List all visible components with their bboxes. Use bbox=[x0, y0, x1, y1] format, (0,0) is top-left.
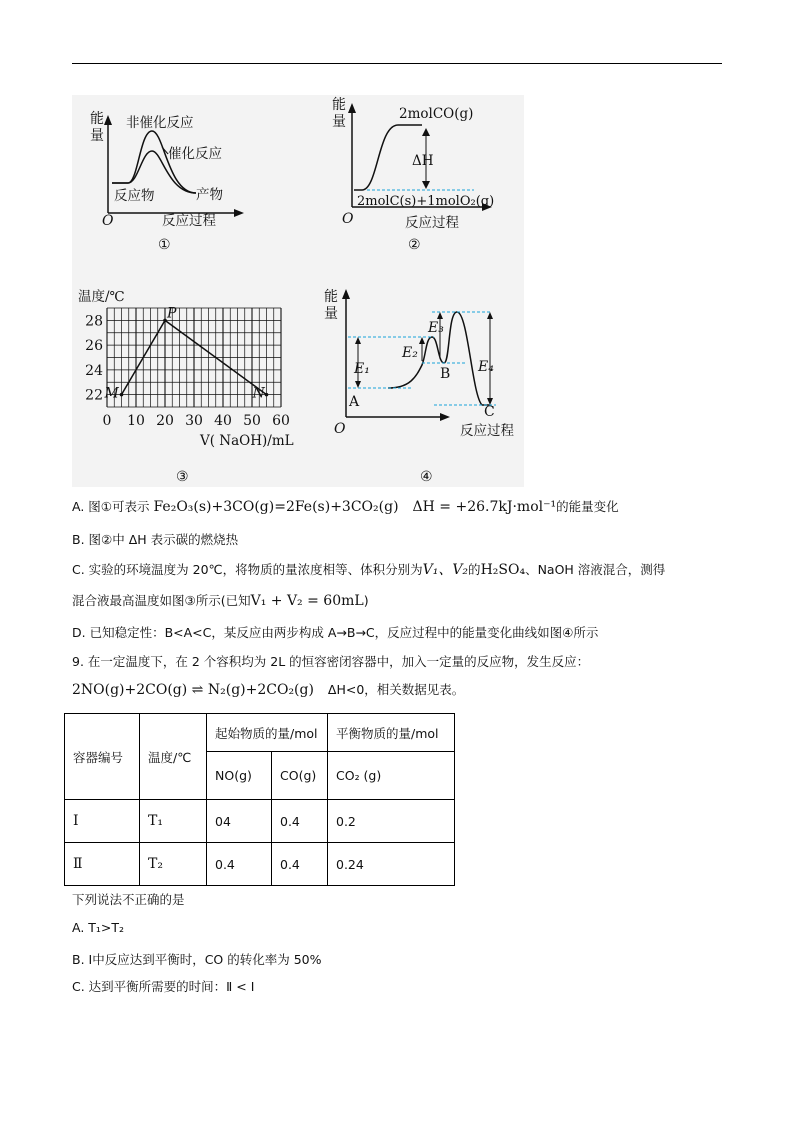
th-container: 容器编号 bbox=[65, 714, 140, 800]
fig2-top-label: 2molCO(g) bbox=[399, 106, 474, 122]
cell-no: 04 bbox=[207, 800, 272, 843]
cell-co: 0.4 bbox=[272, 800, 328, 843]
fig4-e3-label: E₃ bbox=[428, 320, 444, 336]
fig2-origin: O bbox=[342, 211, 354, 227]
data-table bbox=[64, 713, 455, 886]
option-a-prefix: A. 图①可表示 bbox=[72, 499, 150, 514]
fig4-e4-label: E₄ bbox=[478, 359, 494, 375]
option-c-volume-sum: V₁ + V₂ = 60mL bbox=[250, 593, 364, 609]
header-rule bbox=[72, 63, 722, 64]
fig3-y-tick-label: 24 bbox=[85, 362, 103, 379]
option-d: D. 已知稳定性：B<A<C，某反应由两步构成 A→B→C，反应过程中的能量变化曲线如图④所示 bbox=[72, 625, 599, 640]
fig4-e2-label: E₂ bbox=[402, 345, 418, 361]
answer-a: A. T₁>T₂ bbox=[72, 920, 125, 935]
fig1-xlabel: 反应过程 bbox=[162, 213, 216, 229]
fig4-ylabel-1: 能 bbox=[324, 289, 338, 305]
fig3-x-tick-label: 20 bbox=[156, 413, 174, 429]
option-a-enthalpy: ΔH = +26.7kJ·mol⁻¹ bbox=[412, 499, 557, 515]
fig2-ylabel-1: 能 bbox=[332, 97, 346, 113]
question-9-equation: 2NO(g)+2CO(g) ⇌ N₂(g)+2CO₂(g) bbox=[72, 682, 314, 698]
fig3-x-tick-label: 60 bbox=[272, 413, 290, 429]
answer-b: B. Ⅰ中反应达到平衡时，CO 的转化率为 50% bbox=[72, 952, 322, 967]
question-prompt: 下列说法不正确的是 bbox=[72, 892, 185, 907]
option-c-text-3: 、NaOH 溶液混合，测得 bbox=[525, 562, 666, 577]
cell-container-id: Ⅰ bbox=[65, 800, 140, 843]
fig1-origin: O bbox=[102, 213, 114, 229]
fig2-dh-label: ΔH bbox=[412, 153, 434, 169]
fig3-point-label: N bbox=[252, 385, 265, 402]
question-9-equation-line bbox=[72, 680, 464, 698]
option-a-formula: Fe₂O₃(s)+3CO(g)=2Fe(s)+3CO₂(g) bbox=[153, 499, 399, 515]
cell-co2: 0.2 bbox=[328, 800, 455, 843]
fig1-product-label: 产物 bbox=[196, 187, 223, 203]
fig1-ylabel-1: 能 bbox=[90, 111, 104, 127]
cell-co: 0.4 bbox=[272, 843, 328, 886]
fig1-reactant-label: 反应物 bbox=[114, 188, 155, 204]
fig3-point-n bbox=[265, 393, 269, 397]
fig3-x-tick-label: 0 bbox=[102, 413, 112, 429]
option-c-acid: H₂SO₄ bbox=[480, 562, 526, 578]
fig2-xlabel: 反应过程 bbox=[405, 215, 459, 231]
answer-c: C. 达到平衡所需要的时间：Ⅱ < Ⅰ bbox=[72, 979, 255, 994]
option-c-line-2 bbox=[72, 591, 369, 609]
th-co: CO(g) bbox=[272, 752, 328, 800]
fig4-point-b: B bbox=[440, 366, 451, 382]
fig3-x-tick-label: 50 bbox=[243, 413, 261, 429]
fig3-ylabel: 温度/℃ bbox=[78, 289, 125, 305]
fig3-x-tick-label: 30 bbox=[185, 413, 203, 429]
fig3-y-tick-label: 26 bbox=[85, 338, 103, 355]
option-b: B. 图②中 ΔH 表示碳的燃烧热 bbox=[72, 532, 239, 547]
fig2-bottom-label: 2molC(s)+1molO₂(g) bbox=[357, 194, 495, 209]
th-co2: CO₂ (g) bbox=[328, 752, 455, 800]
fig4-point-c: C bbox=[484, 404, 495, 420]
th-equilibrium-amount: 平衡物质的量/mol bbox=[328, 714, 455, 752]
th-no: NO(g) bbox=[207, 752, 272, 800]
cell-container-id: Ⅱ bbox=[65, 843, 140, 886]
option-c-text-1: C. 实验的环境温度为 20℃，将物质的量浓度相等、体积分别为 bbox=[72, 562, 423, 577]
fig4-origin: O bbox=[334, 421, 346, 437]
fig4-xlabel: 反应过程 bbox=[460, 423, 514, 439]
cell-temp: T₂ bbox=[140, 843, 207, 886]
figures-panel bbox=[72, 95, 524, 487]
fig3-y-tick-label: 28 bbox=[85, 313, 103, 330]
fig3-point-m bbox=[120, 393, 124, 397]
option-c-text-5: ) bbox=[363, 593, 369, 608]
fig3-point-label: M bbox=[104, 385, 119, 402]
option-a bbox=[72, 497, 619, 515]
fig1-ylabel-2: 量 bbox=[90, 128, 104, 144]
fig2-ylabel-2: 量 bbox=[332, 114, 346, 130]
cell-co2: 0.24 bbox=[328, 843, 455, 886]
table-row bbox=[65, 843, 455, 886]
fig4-point-a: A bbox=[349, 394, 360, 410]
option-c-text-2: 的 bbox=[468, 562, 481, 577]
fig4-caption: ④ bbox=[420, 469, 433, 485]
fig3-y-tick-label: 22 bbox=[85, 387, 103, 404]
question-9-enthalpy: ΔH<0，相关数据见表。 bbox=[327, 682, 465, 697]
cell-no: 0.4 bbox=[207, 843, 272, 886]
option-a-suffix: 的能量变化 bbox=[556, 499, 619, 514]
option-c-volumes: V₁、V₂ bbox=[422, 562, 469, 578]
fig2-caption: ② bbox=[408, 237, 421, 253]
fig4-e1-label: E₁ bbox=[354, 361, 370, 377]
option-c-text-4: 混合液最高温度如图③所示(已知 bbox=[72, 593, 251, 608]
fig3-xlabel: V( NaOH)/mL bbox=[200, 433, 294, 449]
fig1-catalyzed-label: 催化反应 bbox=[168, 146, 222, 162]
fig3-x-tick-label: 40 bbox=[214, 413, 232, 429]
option-c-line-1 bbox=[72, 559, 665, 579]
th-temperature: 温度/℃ bbox=[140, 714, 207, 800]
table-row bbox=[65, 800, 455, 843]
fig1-caption: ① bbox=[158, 237, 171, 253]
fig4-ylabel-2: 量 bbox=[324, 306, 338, 322]
fig3-x-tick-label: 10 bbox=[127, 413, 145, 429]
th-initial-amount: 起始物质的量/mol bbox=[207, 714, 328, 752]
fig3-point-label: P bbox=[167, 305, 177, 322]
cell-temp: T₁ bbox=[140, 800, 207, 843]
question-9-stem: 9. 在一定温度下，在 2 个容积均为 2L 的恒容密闭容器中，加入一定量的反应物，发生反应： bbox=[72, 654, 590, 669]
fig1-uncatalyzed-label: 非催化反应 bbox=[126, 115, 194, 131]
fig3-caption: ③ bbox=[176, 469, 189, 485]
